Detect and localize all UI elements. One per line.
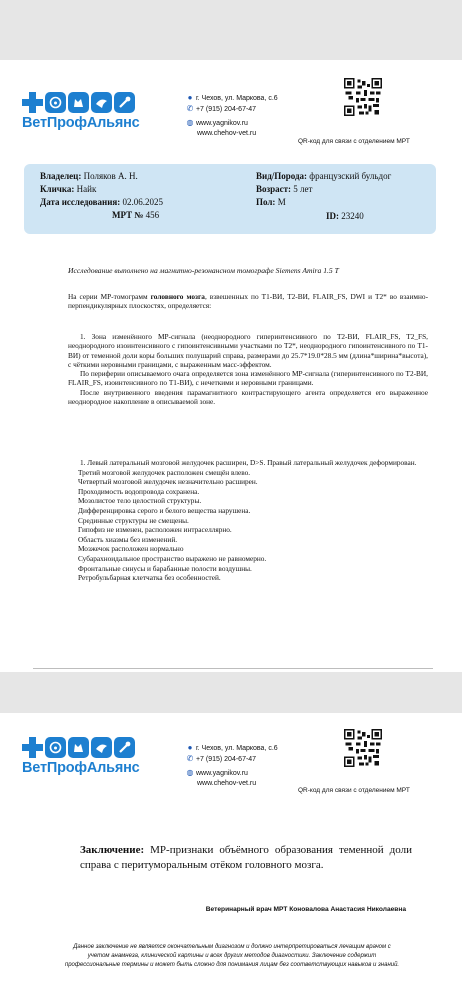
report-page-2 <box>0 713 462 1000</box>
site-link-1[interactable]: www.yagnikov.ru <box>195 120 248 127</box>
id-value: 23240 <box>341 211 364 221</box>
mrt-number: 456 <box>145 210 160 220</box>
globe-icon: ◍ <box>186 118 194 127</box>
findings-block-1 <box>68 332 428 406</box>
wrench-icon <box>114 92 135 113</box>
cross-icon <box>22 92 43 113</box>
finding-item: Дифференцировка серого и белого вещества нарушена. <box>78 505 251 515</box>
finding-paragraph: 1. Зона изменённого МР-сигнала (неоднородного гиперинтенсивного по Т2-ВИ, FLAIR_FS, T2_FS, неоднородного изоинтенсивного с гипоинтенсивными участками по Т2*, неоднородного гипоинтенсивного по Т1-ВИ) от теменной доли коры больших полушарий справа, размерами до 25.7*19.0*28.5 мм (длина*ширина*высота), с чёткими неровными границами, с выраженным масс-эффектом. <box>68 332 428 369</box>
intro-paragraph: На серии МР-томограмм головного мозга, взвешенных по Т1-ВИ, Т2-ВИ, FLAIR_FS, DWI и Т2* во взаимно-перпендикулярных плоскостях, определяется: <box>68 292 429 311</box>
date-value: 02.06.2025 <box>122 197 164 207</box>
qr-code[interactable] <box>344 78 382 116</box>
sex-value: М <box>277 197 286 207</box>
phone: +7 (915) 204-67-47 <box>195 106 257 113</box>
conclusion <box>80 843 412 873</box>
owner-value: Поляков А. Н. <box>83 171 138 181</box>
finding-item: Третий мозговой желудочек расположен смещён влево. <box>78 467 251 477</box>
finding-item: Срединные структуры не смещены. <box>78 515 189 525</box>
globe-icon: ◍ <box>186 768 194 777</box>
address: г. Чехов, ул. Маркова, с.6 <box>195 95 278 102</box>
clinic-logo <box>22 737 152 797</box>
qr-code[interactable] <box>344 729 382 767</box>
breed-value: французский бульдог <box>309 171 392 181</box>
cross-icon <box>22 737 43 758</box>
clinic-logo <box>22 92 152 152</box>
finding-item: Четвертый мозговой желудочек незначительно расширен. <box>78 477 258 487</box>
patient-info-box: Владелец: Поляков А. Н. Кличка: Найк Дата исследования: 02.06.2025 МРТ № 456 Вид/Порода: французский бульдог Возраст: 5 лет Пол: М ID: 23240 <box>24 164 436 234</box>
finding-item: Область хиазмы без изменений. <box>78 534 178 544</box>
finding-item: Ретробульбарная клетчатка без особенностей. <box>78 573 221 583</box>
qr-caption: QR-код для связи с отделением МРТ <box>298 787 410 794</box>
brand-name: ВетПрофАльянс <box>22 115 140 131</box>
clinic-contacts <box>186 93 278 139</box>
finding-item: Субарахноидальное пространство выражено не равномерно. <box>78 553 267 563</box>
site-link-2[interactable]: www.chehov-vet.ru <box>197 130 257 137</box>
finding-paragraph: После внутривенного введения парамагнитного контрастирующего агента определяется его выраженное неоднородное накопление в описываемой зоне. <box>68 387 428 407</box>
doctor-signature: Ветеринарный врач МРТ Коновалова Анастасия Николаевна <box>205 906 406 913</box>
finding-item: Гипофиз не изменен, расположен интраселлярно. <box>78 525 232 535</box>
location-pin-icon: ● <box>187 743 193 752</box>
phone: +7 (915) 204-67-47 <box>195 756 257 763</box>
finding-item: Фронтальные синусы и барабанные полости воздушны. <box>78 563 252 573</box>
phone-icon: ✆ <box>186 104 194 113</box>
dog-icon <box>45 92 66 113</box>
nick-value: Найк <box>76 184 97 194</box>
conclusion-label: Заключение: <box>80 844 145 856</box>
finding-item: Мозжечок расположен нормально <box>78 544 184 554</box>
findings-block-2 <box>68 458 428 583</box>
brand-name: ВетПрофАльянс <box>22 760 140 776</box>
scanner-note: Исследование выполнено на магнитно-резонансном томографе Siemens Amira 1.5 T <box>68 266 339 275</box>
finding-paragraph: По периферии описываемого очага определяется зона изменённого МР-сигнала (гиперинтенсивного по Т2-ВИ, FLAIR_FS, изоинтенсивного по Т1-ВИ), с нечеткими и неровными границами. <box>68 369 428 388</box>
phone-icon: ✆ <box>186 754 194 763</box>
site-link-2[interactable]: www.chehov-vet.ru <box>197 780 257 787</box>
finding-item: Мозолистое тело целостной структуры. <box>78 496 202 506</box>
address: г. Чехов, ул. Маркова, с.6 <box>195 745 278 752</box>
clinic-contacts <box>186 743 278 789</box>
location-pin-icon: ● <box>187 93 193 102</box>
finding-item: 1. Левый латеральный мозговой желудочек расширен, D>S. Правый латеральный желудочек деформирован. <box>80 458 417 467</box>
age-value: 5 лет <box>293 184 313 194</box>
page-divider <box>33 668 433 669</box>
bird-icon <box>91 737 112 758</box>
finding-item: Проходимость водопровода сохранена. <box>78 486 200 496</box>
cat-icon <box>68 737 89 758</box>
bird-icon <box>91 92 112 113</box>
conclusion-text: МР-признаки объёмного образования теменной доли справа с перитуморальным отёком головного мозга. <box>80 844 413 871</box>
cat-icon <box>68 92 89 113</box>
qr-caption: QR-код для связи с отделением МРТ <box>298 138 410 145</box>
report-page-1 <box>0 60 462 672</box>
site-link-1[interactable]: www.yagnikov.ru <box>195 770 248 777</box>
dog-icon <box>45 737 66 758</box>
disclaimer: Данное заключение не является окончательным диагнозом и должно интерпретироваться лечащим врачом с учетом анамнеза, клинической картины и всех других методов диагностики. Заключение содержит профессиональные термины и может быть сложно для понимания лицам без соответствующих навыков и знаний. <box>64 944 400 968</box>
wrench-icon <box>114 737 135 758</box>
